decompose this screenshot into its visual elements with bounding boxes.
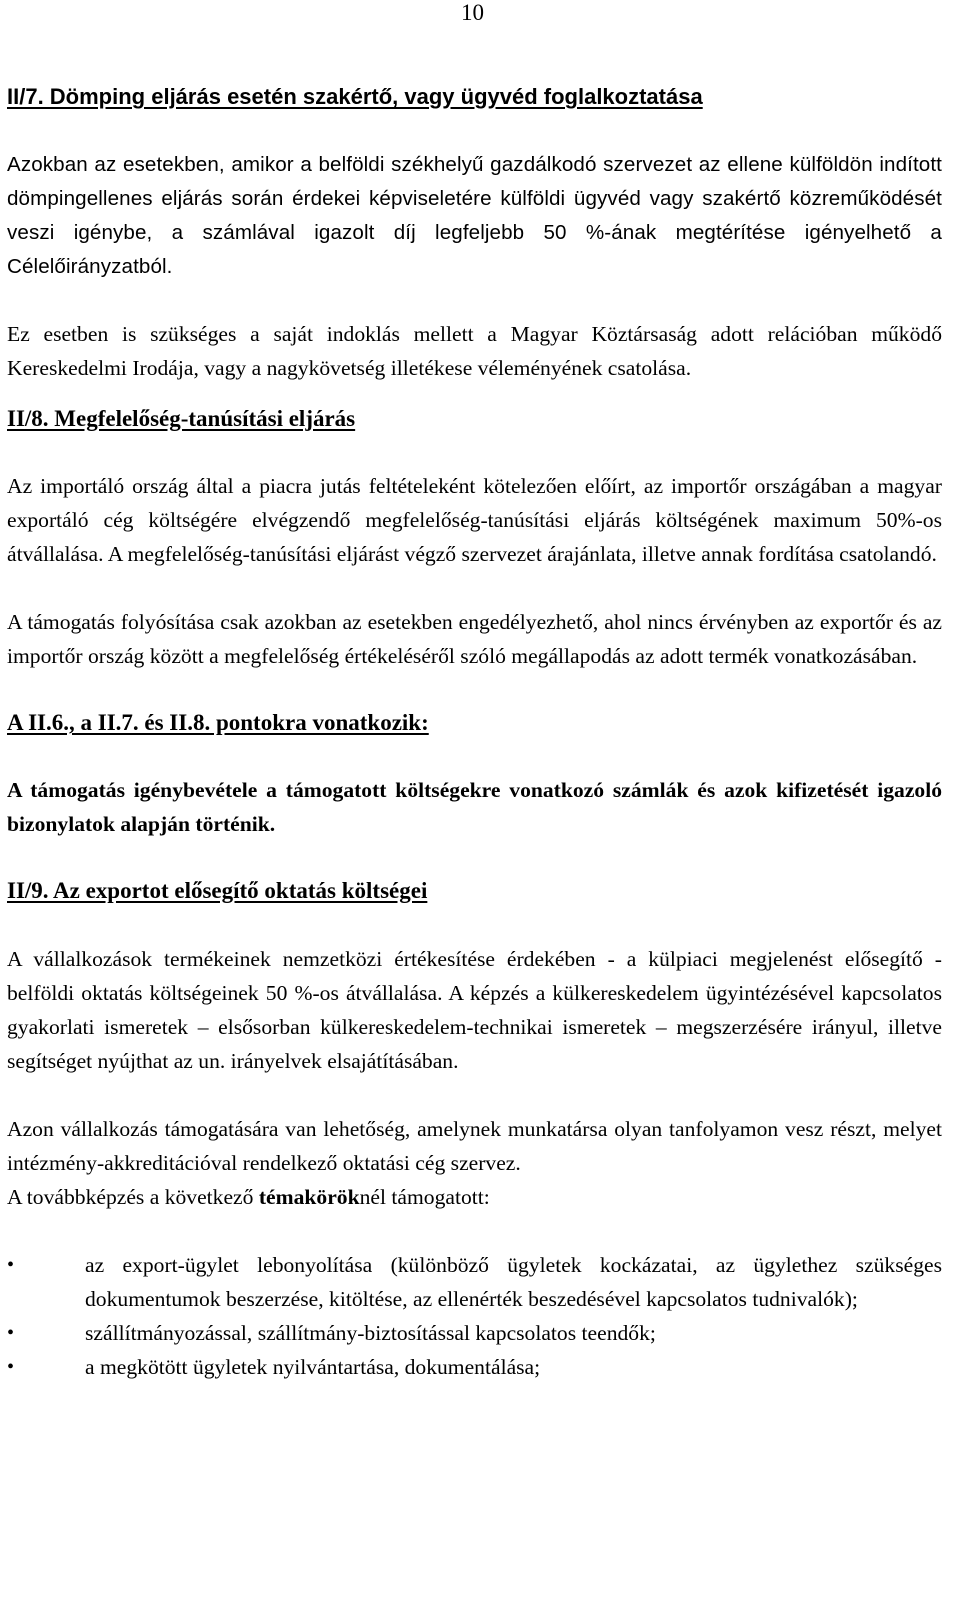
- paragraph-ii8-1: Az importáló ország által a piacra jutás feltételeként kötelezően előírt, az importőr országában a magyar exportáló cég költségére elvégzendő megfelelőség-tanúsítási eljárás költségének maximum 50%-os átvállalása. A megfelelőség-tanúsítási eljárást végző szervezet árajánlata, illetve annak fordítása csatolandó.: [7, 474, 942, 566]
- bullet-icon: •: [7, 1254, 15, 1276]
- paragraph-ii7-1: Azokban az esetekben, amikor a belföldi székhelyű gazdálkodó szervezet az ellene külföldön indított dömpingellenes eljárás során érdekei képviseletére külföldi ügyvéd vagy szakértő közreműködését veszi igénybe, a számlával igazolt díj legfeljebb 50 %-ának megtérítése igényelhető a Célelőirányzatból.: [7, 153, 942, 278]
- page-number: 10: [461, 0, 484, 25]
- paragraph-ii9-2: Azon vállalkozás támogatására van lehetőség, amelynek munkatársa olyan tanfolyamon vesz részt, melyet intézmény-akkreditációval rendelkező oktatási cég szervez.: [7, 1117, 942, 1175]
- topics-list: [7, 1248, 942, 1384]
- list-item-text: az export-ügylet lebonyolítása (különböző ügyletek kockázatai, az ügylethez szükséges dokumentumok beszerzése, kitöltése, az ellenérték beszedésével kapcsolatos tudnivalók);: [85, 1253, 942, 1311]
- list-item-text: szállítmányozással, szállítmány-biztosítással kapcsolatos teendők;: [85, 1321, 656, 1345]
- list-item: [7, 1248, 942, 1316]
- document-body: [7, 80, 942, 1384]
- topics-intro-suffix: nél támogatott:: [359, 1185, 490, 1209]
- paragraph-ii7-2: Ez esetben is szükséges a saját indoklás mellett a Magyar Köztársaság adott relációban működő Kereskedelmi Irodája, vagy a nagykövetség illetékese véleményének csatolása.: [7, 322, 942, 380]
- section-heading-ii9: II/9. Az exportot elősegítő oktatás költségei: [7, 878, 428, 903]
- bullet-icon: •: [7, 1322, 15, 1344]
- common-statement: A támogatás igénybevétele a támogatott költségekre vonatkozó számlák és azok kifizetését igazoló bizonylatok alapján történik.: [7, 778, 942, 836]
- list-item: [7, 1316, 942, 1350]
- common-heading: A II.6., a II.7. és II.8. pontokra vonatkozik:: [7, 710, 429, 735]
- bullet-icon: •: [7, 1356, 15, 1378]
- section-heading-ii7: II/7. Dömping eljárás esetén szakértő, vagy ügyvéd foglalkoztatása: [7, 84, 703, 109]
- section-heading-ii8: II/8. Megfelelőség-tanúsítási eljárás: [7, 406, 356, 431]
- paragraph-ii9-1: A vállalkozások termékeinek nemzetközi értékesítése érdekében - a külpiaci megjelenést elősegítő - belföldi oktatás költségeinek 50 %-os átvállalása. A képzés a külkereskedelem ügyintézésével kapcsolatos gyakorlati ismeretek – elsősorban külkereskedelem-technikai ismeretek – megszerzésére irányul, illetve segítséget nyújthat az un. irányelvek elsajátításában.: [7, 947, 942, 1073]
- paragraph-ii8-2: A támogatás folyósítása csak azokban az esetekben engedélyezhető, ahol nincs érvényben az exportőr és az importőr ország között a megfelelőség értékeléséről szóló megállapodás az adott termék vonatkozásában.: [7, 610, 942, 668]
- paragraph-ii9-3: [7, 1180, 942, 1214]
- list-item-text: a megkötött ügyletek nyilvántartása, dokumentálása;: [85, 1355, 541, 1379]
- topics-emphasis: témakörök: [258, 1185, 360, 1209]
- topics-intro-prefix: A továbbképzés a következő: [7, 1185, 259, 1209]
- list-item: [7, 1350, 942, 1384]
